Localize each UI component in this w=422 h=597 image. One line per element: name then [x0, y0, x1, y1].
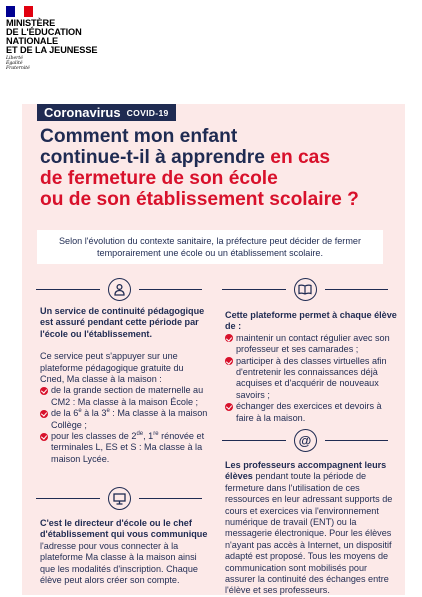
book-icon: [294, 278, 317, 301]
list-item: de la grande section de maternelle au CM2 : Ma classe à la maison École ;: [40, 385, 210, 408]
check-icon: [225, 334, 233, 342]
computer-icon: [108, 487, 131, 510]
intro-box: Selon l'évolution du contexte sanitaire, la préfecture peut décider de fermer temporairement une école ou un établissement scolaire.: [37, 230, 383, 264]
person-divider: [36, 277, 202, 302]
list-item: maintenir un contact régulier avec son professeur et ses camarades ;: [225, 333, 397, 356]
computer-divider: [36, 486, 202, 511]
list-item: échanger des exercices et devoirs à faire à la maison.: [225, 401, 397, 424]
at-divider: [222, 428, 388, 453]
list-item: de la 6e à la 3e : Ma classe à la maison Collège ;: [40, 408, 210, 431]
ministry-name: MINISTÈRE DE L'ÉDUCATION NATIONALE ET DE LA JEUNESSE: [6, 18, 98, 55]
check-icon: [40, 387, 48, 395]
republic-motto: Liberté Égalité Fraternité: [6, 56, 30, 71]
left-column: Un service de continuité pédagogique est assuré pendant cette période par l'école ou l'établissement. Ce service peut s'appuyer sur une plateforme pédagogique gratuite du Cned, Ma classe à la maison : de la grande section de maternelle au CM2 : Ma classe à la maison École ; de la 6e à la 3e : Ma classe à la maison Collège ; pour les classes de 2de, 1re rénovée et terminales L, ES et S : Ma classe à la maison Lycée.: [40, 306, 210, 465]
at-sign-icon: @: [294, 429, 317, 452]
french-flag-icon: [6, 6, 33, 17]
right-column: Cette plateforme permet à chaque élève de : maintenir un contact régulier avec son professeur et ses camarades ; participer à des classes virtuelles afin d'entretenir les connaissances déjà acquises et d'acquérir de nouveaux savoirs ; échanger des exercices et devoirs à faire à la maison.: [225, 310, 397, 423]
teachers-block: Les professeurs accompagnent leurs élèves pendant toute la période de fermeture dans l'utilisation de ces ressources en leur adressant supports de cours et exercices via l'environnement numérique de travail (ENT) ou la messagerie électronique. Pour les élèves n'ayant pas accès à Internet, un dispositif adapté est proposé. Tous les moyens de communication sont mobilisés pour assurer la continuité des échanges entre l'élève et ses professeurs.: [225, 460, 393, 596]
person-icon: [108, 278, 131, 301]
book-divider: [222, 277, 388, 302]
list-item: pour les classes de 2de, 1re rénovée et terminales L, ES et S : Ma classe à la maison Lycée.: [40, 431, 210, 465]
check-icon: [40, 433, 48, 441]
check-icon: [40, 410, 48, 418]
list-item: participer à des classes virtuelles afin d'entretenir les connaissances déjà acquises et d'acquérir de nouveaux savoirs ;: [225, 356, 397, 402]
check-icon: [225, 403, 233, 411]
page-title: Comment mon enfant continue-t-il à apprendre en cas de fermeture de son école ou de son établissement scolaire ?: [40, 126, 359, 210]
ministry-logo: [6, 6, 116, 71]
check-icon: [225, 357, 233, 365]
coronavirus-badge: Coronavirus COVID-19: [37, 104, 176, 121]
director-block: C'est le directeur d'école ou le chef d'établissement qui vous communique l'adresse pour vous connecter à la plateforme Ma classe à la maison ainsi que les modalités d'inscription. Chaque élève peut alors créer son compte.: [40, 518, 208, 586]
